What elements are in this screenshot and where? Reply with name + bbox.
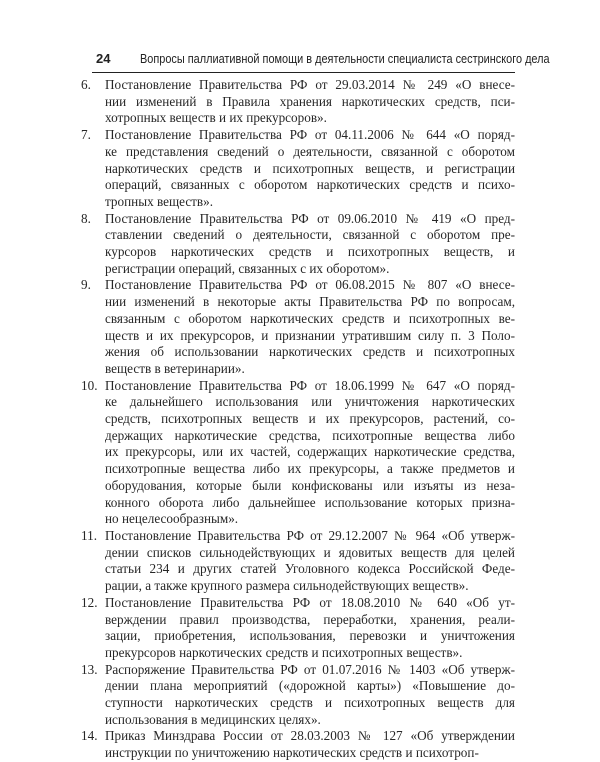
list-item	[81, 377, 515, 528]
list-item-number: 11.	[81, 527, 97, 543]
list-item-line: ке дальнейшего использования или уничтожения наркотических	[105, 394, 515, 410]
list-item-line: зации, приобретения, использования, перевозки и уничтожения	[105, 628, 515, 644]
list-item	[81, 77, 515, 127]
list-item-line: рации, а также крупного размера сильнодействующих веществ».	[105, 578, 469, 594]
list-item-line: прекурсоров наркотических средств и психотропных веществ».	[105, 644, 463, 660]
list-item-number: 6.	[81, 77, 91, 92]
list-item-number: 7.	[81, 127, 91, 143]
list-item-line: статьи 234 и других статей Уголовного кодекса Российской Феде-	[105, 561, 515, 577]
list-item-line: регистрации операций, связанных с их оборотом».	[105, 260, 390, 276]
list-item-line: ступности наркотических средств и психотропных веществ для	[105, 695, 515, 711]
list-item-line: Распоряжение Правительства РФ от 01.07.2016 № 1403 «Об утверж-	[105, 661, 515, 677]
list-item-line: хотропных веществ и их прекурсоров».	[105, 110, 327, 126]
list-item-line: Постановление Правительства РФ от 29.03.2014 № 249 «О внесе-	[105, 77, 515, 92]
list-item-line: инструкции по уничтожению наркотических средств и психотроп-	[105, 745, 479, 761]
list-item-line: верждении правил производства, переработки, хранения, реали-	[105, 611, 515, 627]
list-item-number: 8.	[81, 210, 91, 226]
list-item-line: дении плана мероприятий («дорожной карты») «Повышение до-	[105, 678, 515, 694]
list-item-number: 14.	[81, 728, 98, 744]
list-item	[81, 127, 515, 211]
list-item-line: конного оборота либо дальнейшее использование которых призна-	[105, 494, 515, 510]
list-item-line: но нецелесообразным».	[105, 511, 239, 527]
list-item-line: нии изменений в некоторые акты Правительства РФ по вопросам,	[105, 294, 515, 310]
list-item-line: Постановление Правительства РФ от 04.11.2006 № 644 «О поряд-	[105, 127, 515, 143]
list-item-number: 13.	[81, 661, 98, 677]
list-item-number: 9.	[81, 277, 91, 293]
list-item-line: нии изменений в Правила хранения наркотических средств, пси-	[105, 93, 515, 109]
list-item-line: средств, психотропных веществ и их прекурсоров, растений, со-	[105, 411, 515, 427]
list-item-line: ставлении сведений о деятельности, связанной с оборотом пре-	[105, 227, 515, 243]
list-item-line: Постановление Правительства РФ от 18.08.2010 № 640 «Об ут-	[105, 594, 515, 610]
list-item-number: 12.	[81, 594, 98, 610]
page-number: 24	[96, 51, 111, 66]
list-item-line: дении списков сильнодействующих и ядовитых веществ для целей	[105, 544, 515, 560]
list-item-line: Приказ Минздрава России от 28.03.2003 № 127 «Об утверждении	[105, 728, 515, 744]
page-header	[92, 50, 550, 73]
list-item-line: Постановление Правительства РФ от 18.06.1999 № 647 «О поряд-	[105, 377, 515, 393]
list-item-number: 10.	[81, 377, 98, 393]
list-item	[81, 728, 515, 761]
list-item-line: использования в медицинских целях».	[105, 711, 321, 727]
list-item-line: Постановление Правительства РФ от 09.06.2010 № 419 «О пред-	[105, 210, 515, 226]
list-item-line: наркотических средств и психотропных веществ, и регистрации	[105, 160, 515, 176]
list-item	[81, 594, 515, 662]
list-item-line: Постановление Правительства РФ от 29.12.2007 № 964 «Об утверж-	[105, 527, 515, 543]
list-item-line: держащих наркотические средства, психотропные вещества либо	[105, 427, 515, 443]
list-item-line: операций, связанных с оборотом наркотических средств и психо-	[105, 177, 515, 193]
list-item-line: психотропные вещества либо их прекурсоры, а также предметов и	[105, 461, 515, 477]
list-item	[81, 210, 515, 278]
list-item	[81, 661, 515, 729]
list-item-line: ке представления сведений о деятельности, связанной с оборотом	[105, 143, 515, 159]
list-item-line: курсоров наркотических средств и психотропных веществ, и	[105, 244, 515, 260]
list-item-line: тропных веществ».	[105, 193, 214, 209]
list-item-line: веществ в ветеринарии».	[105, 360, 245, 376]
list-item-line: ществ и их прекурсоров, и признании утратившим силу п. 3 Поло-	[105, 327, 515, 343]
list-item-line: оборудования, которые были конфискованы или изъяты из неза-	[105, 477, 515, 493]
reference-list	[81, 77, 515, 762]
list-item-line: их прекурсоры, или их частей, содержащих наркотические средства,	[105, 444, 515, 460]
list-item-line: Постановление Правительства РФ от 06.08.2015 № 807 «О внесе-	[105, 277, 515, 293]
list-item	[81, 527, 515, 595]
list-item-line: жения об использовании наркотических средств и психотропных	[105, 344, 515, 360]
list-item-line: связанным с оборотом наркотических средств и психотропных ве-	[105, 310, 515, 326]
running-title: Вопросы паллиативной помощи в деятельности специалиста сестринского дела	[140, 51, 550, 66]
list-item	[81, 277, 515, 377]
